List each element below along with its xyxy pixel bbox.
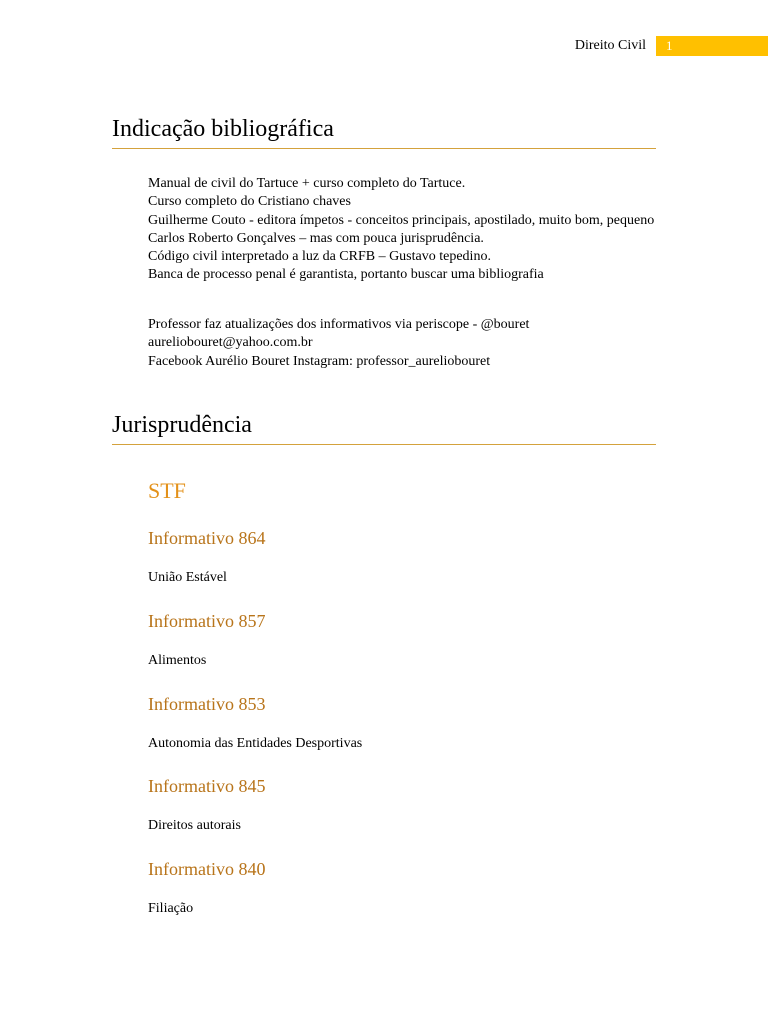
bibliography-item: Código civil interpretado a luz da CRFB – Gustavo tepedino.	[148, 249, 491, 265]
bibliography-list	[112, 175, 656, 285]
section-heading-jurisprudence: Jurisprudência	[112, 411, 656, 445]
court-heading-stf: STF	[148, 478, 186, 503]
page-number-badge: 1	[656, 36, 768, 56]
bibliography-item: Curso completo do Cristiano chaves	[148, 194, 351, 210]
informativo-topic: Filiação	[148, 901, 194, 916]
informativo-heading: Informativo 853	[148, 694, 266, 714]
informativo-topic: Direitos autorais	[148, 818, 241, 833]
header-title: Direito Civil	[574, 38, 646, 53]
contact-info	[112, 316, 656, 371]
informativo-heading: Informativo 845	[148, 776, 266, 796]
bibliography-item: Manual de civil do Tartuce + curso completo do Tartuce.	[148, 176, 466, 191]
bibliography-item: Banca de processo penal é garantista, portanto buscar uma bibliografia	[148, 267, 544, 283]
contact-email: aureliobouret@yahoo.com.br	[148, 335, 313, 351]
page-header	[575, 36, 768, 56]
informativo-topic: União Estável	[148, 570, 227, 585]
informativo-topic: Alimentos	[148, 653, 207, 668]
section-heading-bibliography: Indicação bibliográfica	[112, 115, 656, 149]
bibliography-item: Carlos Roberto Gonçalves – mas com pouca jurisprudência.	[148, 230, 484, 246]
informativo-heading: Informativo 857	[148, 611, 266, 631]
bibliography-item: Guilherme Couto - editora ímpetos - conceitos principais, apostilado, muito bom, pequeno	[148, 212, 655, 228]
informativo-heading: Informativo 840	[148, 859, 266, 879]
informativo-heading: Informativo 864	[148, 528, 266, 548]
informativo-topic: Autonomia das Entidades Desportivas	[148, 736, 363, 751]
contact-periscope: Professor faz atualizações dos informativos via periscope - @bouret	[148, 317, 530, 332]
contact-social: Facebook Aurélio Bouret Instagram: professor_aureliobouret	[148, 353, 491, 369]
